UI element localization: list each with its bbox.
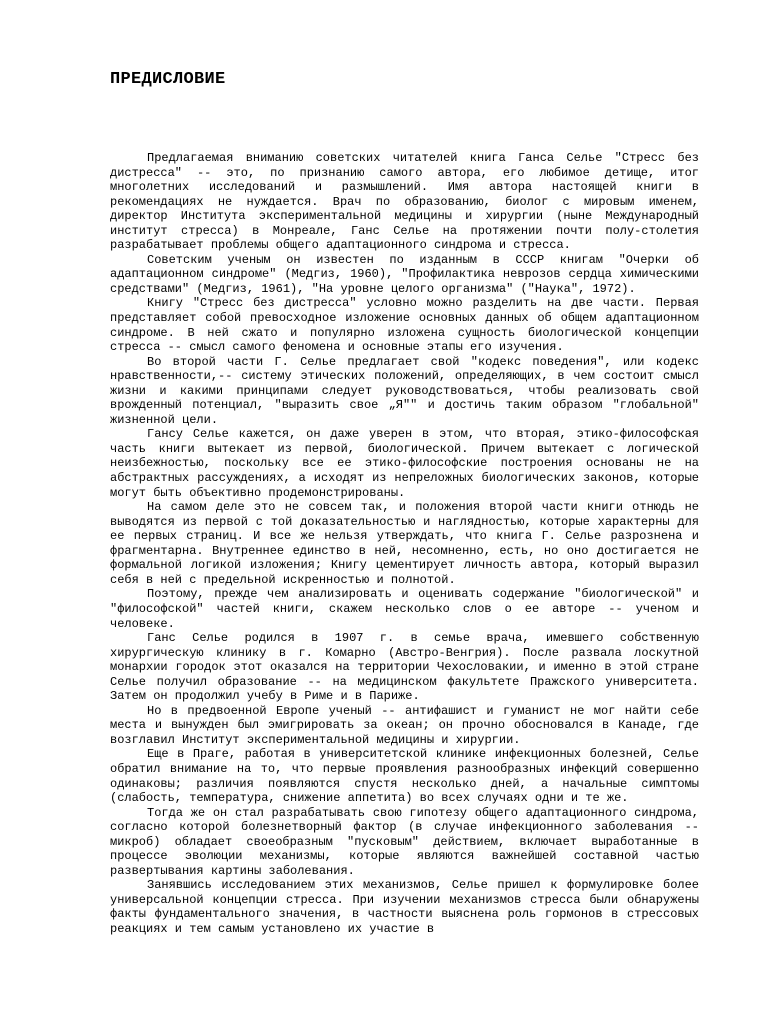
paragraph: Советским ученым он известен по изданным в СССР книгам "Очерки об адаптационном синдроме" (Медгиз, 1960), "Профилактика неврозов сердца химическими средствами" (Медгиз, 1961), "На уровне целого организма" ("Наука", 1972). <box>110 252 699 296</box>
paragraph: Еще в Праге, работая в университетской клинике инфекционных болезней, Селье обратил внимание на то, что первые проявления разнообразных инфекций совершенно одинаковы; различия появляются спустя несколько дней, а начальные симптомы (слабость, температура, снижение аппетита) во всех случаях одни и те же. <box>110 747 699 806</box>
document-title: ПРЕДИСЛОВИЕ <box>110 70 226 89</box>
paragraph: Книгу "Стресс без дистресса" условно можно разделить на две части. Первая представляет собой превосходное изложение основных данных об общем адаптационном синдроме. В ней сжато и популярно изложена сущность биологической концепции стресса -- смысл самого феномена и основные этапы его изучения. <box>110 296 699 355</box>
paragraph: Предлагаемая вниманию советских читателей книга Ганса Селье "Стресс без дистресса" -- это, по признанию самого автора, его любимое детище, итог многолетних исследований и размышлений. Имя автора настоящей книги в рекомендациях не нуждается. Врач по образованию, биолог с мировым именем, директор Института экспериментальной медицины и хирургии (ныне Международный институт стресса) в Монреале, Ганс Селье на протяжении почти полу-столетия разрабатывает проблемы общего адаптационного синдрома и стресса. <box>110 151 699 253</box>
paragraph: Гансу Селье кажется, он даже уверен в этом, что вторая, этико-философская часть книги вытекает из первой, биологической. Причем вытекает с логической неизбежностью, поскольку все ее этико-философские построения основаны не на абстрактных рассуждениях, а исходят из непреложных биологических законов, которые могут быть объективно продемонстрированы. <box>110 427 699 500</box>
paragraph: Тогда же он стал разрабатывать свою гипотезу общего адаптационного синдрома, согласно которой болезнетворный фактор (в случае инфекционного заболевания -- микроб) обладает своеобразным "пусковым" действием, включает выработанные в процессе эволюции механизмы, которые являются важнейшей составной частью развертывания картины заболевания. <box>110 805 699 878</box>
document-body <box>110 151 699 937</box>
paragraph: Ганс Селье родился в 1907 г. в семье врача, имевшего собственную хирургическую клинику в г. Комарно (Австро-Венгрия). После развала лоскутной монархии городок этот оказался на территории Чехословакии, и именно в этой стране Селье получил образование -- на медицинском факультете Пражского университета. Затем он продолжил учебу в Риме и в Париже. <box>110 631 699 704</box>
paragraph: Поэтому, прежде чем анализировать и оценивать содержание "биологической" и "философской" частей книги, скажем несколько слов о ее авторе -- ученом и человеке. <box>110 587 699 631</box>
paragraph: На самом деле это не совсем так, и положения второй части книги отнюдь не выводятся из первой с той доказательностью и наглядностью, которые характерны для ее первых страниц. И все же нельзя утверждать, что книга Г. Селье разрознена и фрагментарна. Внутреннее единство в ней, несомненно, есть, но оно достигается не формальной логикой изложения; Книгу цементирует личность автора, который выразил себя в ней с предельной искренностью и полнотой. <box>110 500 699 587</box>
paragraph: Во второй части Г. Селье предлагает свой "кодекс поведения", или кодекс нравственности,-- систему этических положений, определяющих, в чем состоит смысл жизни и какими принципами следует руководствоваться, чтобы реализовать свой врожденный потенциал, "выразить свое „Я"" и достичь таким образом "глобальной" жизненной цели. <box>110 354 699 427</box>
paragraph: Занявшись исследованием этих механизмов, Селье пришел к формулировке более универсальной концепции стресса. При изучении механизмов стресса были обнаружены факты фундаментального значения, в частности выяснена роль гормонов в стрессовых реакциях и тем самым установлено их участие в <box>110 878 699 936</box>
paragraph: Но в предвоенной Европе ученый -- антифашист и гуманист не мог найти себе места и вынужден был эмигрировать за океан; он прочно обосновался в Канаде, где возглавил Институт экспериментальной медицины и хирургии. <box>110 703 699 747</box>
